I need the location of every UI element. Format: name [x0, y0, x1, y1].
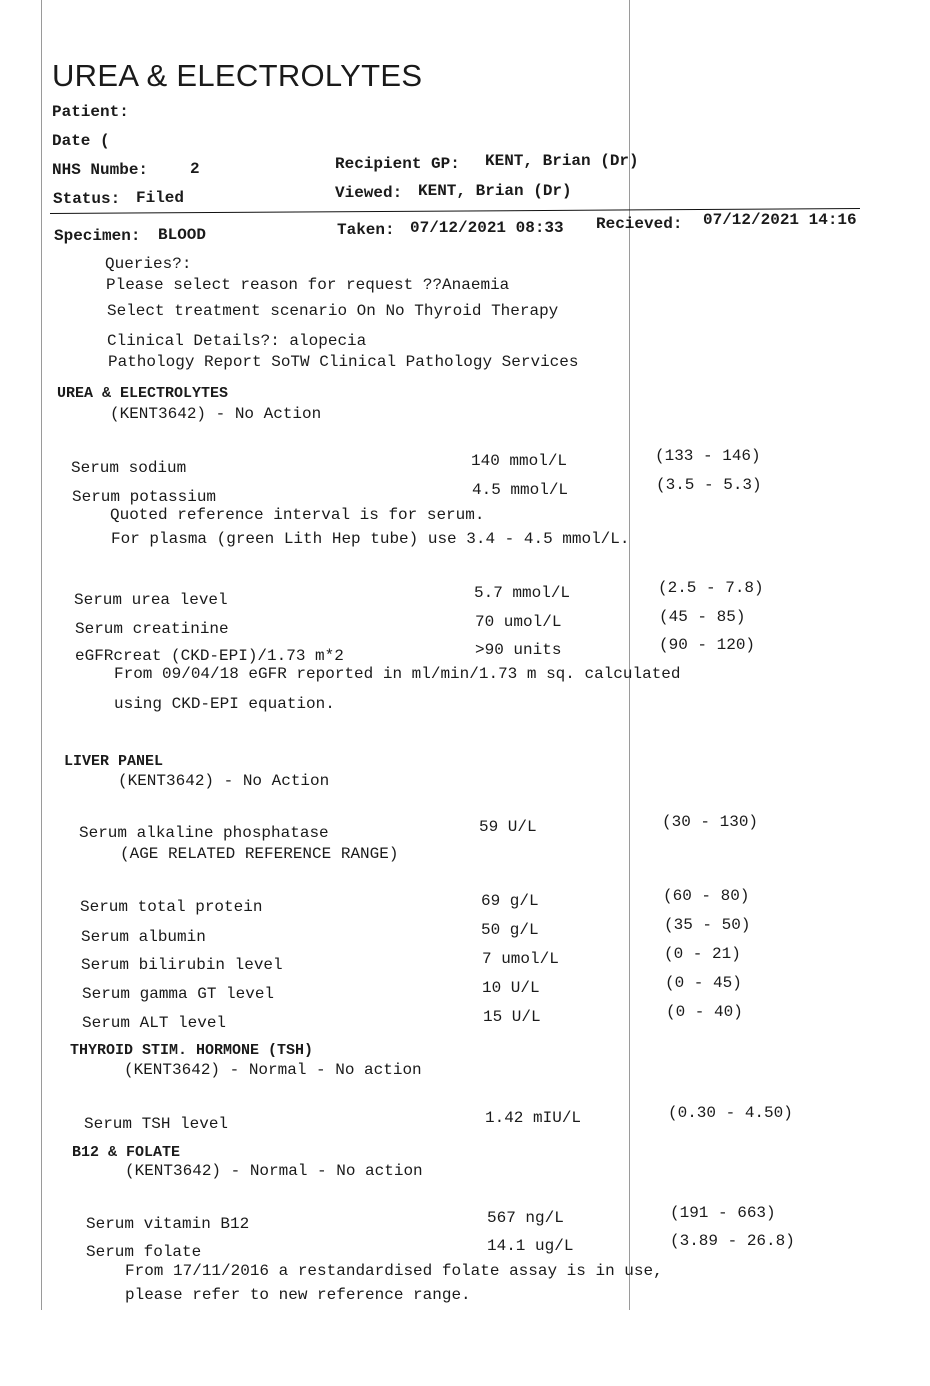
- test-value: 50 g/L: [481, 921, 539, 939]
- test-range: (45 - 85): [659, 608, 746, 626]
- specimen-label: Specimen:: [54, 227, 141, 245]
- section-status-b12: (KENT3642) - Normal - No action: [125, 1162, 423, 1180]
- test-note: For plasma (green Lith Hep tube) use 3.4 - 4.5 mmol/L.: [111, 530, 630, 548]
- nhs-number-label: NHS Numbe:: [52, 161, 149, 179]
- test-name: Serum urea level: [74, 591, 228, 609]
- page-title: UREA & ELECTROLYTES: [52, 58, 423, 93]
- test-name: eGFRcreat (CKD-EPI)/1.73 m*2: [75, 647, 344, 665]
- test-note: From 17/11/2016 a restandardised folate assay is in use,: [125, 1262, 663, 1280]
- test-value: 1.42 mIU/L: [485, 1109, 582, 1127]
- test-note: (AGE RELATED REFERENCE RANGE): [120, 845, 399, 863]
- test-value: 15 U/L: [483, 1008, 541, 1026]
- test-name: Serum folate: [86, 1243, 202, 1261]
- taken-label: Taken:: [337, 221, 395, 239]
- queries-line: Pathology Report SoTW Clinical Pathology Services: [108, 353, 579, 371]
- test-range: (3.5 - 5.3): [656, 476, 762, 494]
- test-value: 5.7 mmol/L: [474, 584, 571, 602]
- queries-line: Please select reason for request ??Anaemia: [106, 276, 510, 294]
- date-label: Date (: [52, 132, 110, 150]
- test-name: Serum albumin: [81, 928, 206, 946]
- test-value: 567 ng/L: [487, 1209, 564, 1227]
- test-name: Serum vitamin B12: [86, 1215, 250, 1233]
- test-value: 69 g/L: [481, 892, 539, 910]
- test-range: (0 - 45): [665, 974, 742, 992]
- test-name: Serum ALT level: [82, 1014, 227, 1032]
- test-value: 140 mmol/L: [471, 452, 568, 470]
- test-range: (90 - 120): [659, 636, 756, 654]
- section-heading-liver: LIVER PANEL: [64, 753, 164, 770]
- test-name: Serum bilirubin level: [81, 956, 283, 974]
- section-heading-ue: UREA & ELECTROLYTES: [57, 385, 229, 402]
- taken-value: 07/12/2021 08:33: [410, 219, 564, 237]
- recipient-gp-value: KENT, Brian (Dr): [485, 152, 639, 170]
- section-heading-b12: B12 & FOLATE: [72, 1144, 181, 1161]
- test-value: 7 umol/L: [482, 950, 559, 968]
- test-note: Quoted reference interval is for serum.: [110, 506, 485, 524]
- page-left-border: [41, 0, 42, 1310]
- nhs-number-value: 2: [190, 160, 200, 178]
- test-range: (3.89 - 26.8): [670, 1232, 795, 1250]
- received-value: 07/12/2021 14:16: [703, 211, 857, 229]
- test-range: (35 - 50): [664, 916, 751, 934]
- test-range: (2.5 - 7.8): [658, 579, 764, 597]
- test-name: Serum alkaline phosphatase: [79, 824, 329, 842]
- section-status-ue: (KENT3642) - No Action: [110, 405, 322, 423]
- recipient-gp-label: Recipient GP:: [335, 155, 460, 173]
- test-name: Serum sodium: [71, 459, 187, 477]
- test-name: Serum total protein: [80, 898, 263, 916]
- test-name: Serum TSH level: [84, 1115, 229, 1133]
- queries-line: Clinical Details?: alopecia: [107, 332, 367, 350]
- test-note: please refer to new reference range.: [125, 1286, 471, 1304]
- specimen-value: BLOOD: [158, 226, 207, 244]
- test-name: Serum creatinine: [75, 620, 229, 638]
- test-range: (0 - 40): [666, 1003, 743, 1021]
- queries-line: Select treatment scenario On No Thyroid Therapy: [107, 302, 559, 320]
- test-note: From 09/04/18 eGFR reported in ml/min/1.73 m sq. calculated: [114, 665, 681, 683]
- status-value: Filed: [136, 189, 185, 207]
- test-range: (0.30 - 4.50): [668, 1104, 793, 1122]
- section-status-liver: (KENT3642) - No Action: [118, 772, 330, 790]
- test-note: using CKD-EPI equation.: [114, 695, 335, 713]
- test-name: Serum gamma GT level: [82, 985, 275, 1003]
- test-name: Serum potassium: [72, 488, 217, 506]
- status-label: Status:: [53, 190, 121, 208]
- test-value: 14.1 ug/L: [487, 1237, 574, 1255]
- test-range: (30 - 130): [662, 813, 759, 831]
- queries-line: Queries?:: [105, 255, 192, 273]
- section-status-tsh: (KENT3642) - Normal - No action: [124, 1061, 422, 1079]
- viewed-value: KENT, Brian (Dr): [418, 182, 572, 200]
- test-value: 59 U/L: [479, 818, 537, 836]
- test-value: 4.5 mmol/L: [472, 481, 569, 499]
- viewed-label: Viewed:: [335, 184, 403, 202]
- test-range: (133 - 146): [655, 447, 761, 465]
- patient-label: Patient:: [52, 103, 129, 121]
- section-heading-tsh: THYROID STIM. HORMONE (TSH): [70, 1042, 314, 1059]
- received-label: Recieved:: [596, 215, 683, 233]
- test-value: >90 units: [475, 641, 562, 659]
- test-range: (0 - 21): [664, 945, 741, 963]
- test-value: 10 U/L: [482, 979, 540, 997]
- test-range: (191 - 663): [670, 1204, 776, 1222]
- test-range: (60 - 80): [663, 887, 750, 905]
- page-column-fold-line: [629, 0, 630, 1310]
- test-value: 70 umol/L: [475, 613, 562, 631]
